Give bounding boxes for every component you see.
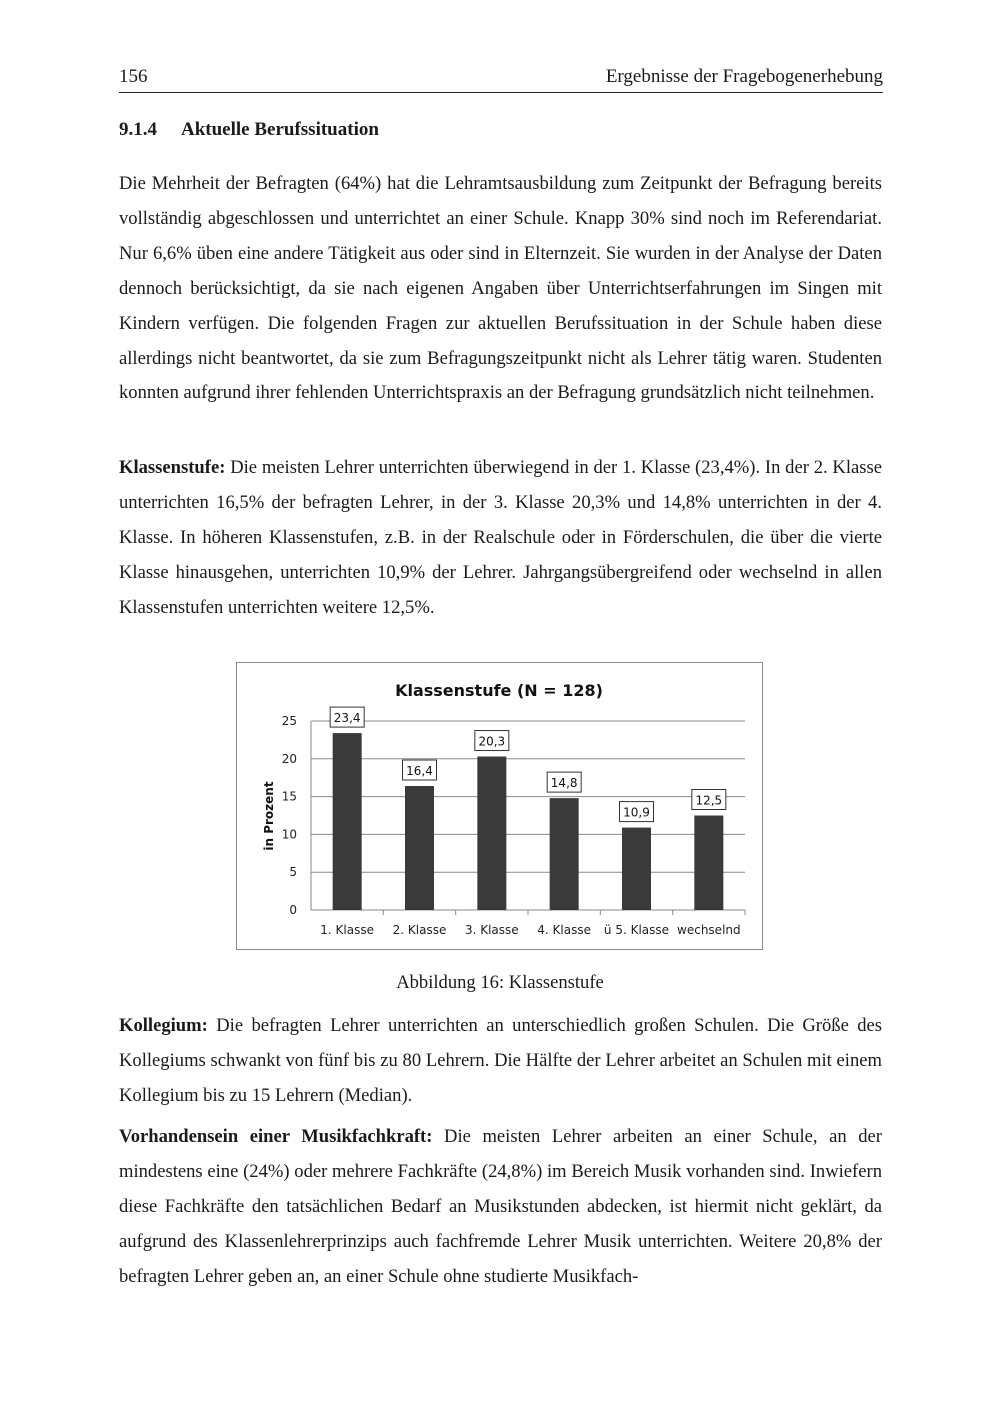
chart-title: Klassenstufe (N = 128) [395,681,603,700]
section-heading [119,119,379,141]
bar [694,816,723,911]
y-tick-label: 5 [289,865,297,880]
x-tick-label: 3. Klasse [464,923,519,937]
y-tick-label: 0 [289,903,297,917]
bar [477,757,506,910]
y-tick-label: 25 [281,714,297,728]
bar [405,786,434,910]
bar [550,798,579,910]
paragraph-berufssituation: Die Mehrheit der Befragten (64%) hat die Lehramtsausbildung zum Zeitpunkt der Befragung bereits vollständig abgeschlossen und unterrichtet an einer Schule. Knapp 30% sind noch im Referendariat. Nur 6,6% üben eine andere Tätigkeit aus oder sind in Elternzeit. Sie wurden in der Analyse der Daten dennoch berücksichtigt, da sie nach eigenen Angaben über Unterrichtserfahrungen im Singen mit Kindern verfügen. Die folgenden Fragen zur aktuellen Berufssituation in der Schule haben diese allerdings nicht beantwortet, da sie zum Befragungszeitpunkt nicht als Lehrer tätig waren. Studenten konnten aufgrund ihrer fehlenden Unterrichtspraxis an der Befragung grundsätzlich nicht teilnehmen. [119,173,882,404]
y-axis-label: in Prozent [262,781,276,851]
x-tick-label: wechselnd [677,923,741,937]
x-tick-label: 2. Klasse [392,923,447,937]
y-tick-label: 15 [281,789,297,804]
running-title: Ergebnisse der Fragebogenerhebung [605,66,883,87]
bar [333,733,362,910]
paragraph-body: Die meisten Lehrer unterrichten überwiegend in der 1. Klasse (23,4%). In der 2. Klasse unterrichten 16,5% der befragten Lehrer, in der 3. Klasse 20,3% und 14,8% unterrichten in der 4. Klasse. In höheren Klassenstufen, z.B. in der Realschule oder in Förderschulen, die über die vierte Klasse hinausgehen, unterrichten 10,9% der Lehrer. Jahrgangsübergreifend oder wechselnd in allen Klassenstufen unterrichten weitere 12,5%. [119,457,882,618]
paragraph-kollegium [119,1009,882,1114]
data-label: 12,5 [695,793,723,808]
paragraph-musikfachkraft [119,1120,882,1295]
paragraph-lead: Klassenstufe: [119,457,226,478]
x-tick-label: ü 5. Klasse [603,923,670,937]
page-number: 156 [119,66,148,87]
bar-chart [237,663,762,949]
paragraph-klassenstufe [119,451,882,626]
x-tick-label: 4. Klasse [537,923,592,937]
y-tick-label: 20 [281,751,297,766]
data-label: 20,3 [478,734,506,749]
x-tick-label: 1. Klasse [320,923,375,937]
figure-caption: Abbildung 16: Klassenstufe [396,972,604,993]
paragraph-body: Die befragten Lehrer unterrichten an unterschiedlich großen Schulen. Die Größe des Kollegiums schwankt von fünf bis zu 80 Lehrern. Die Hälfte der Lehrer arbeitet an Schulen mit einem Kollegium bis zu 15 Lehrern (Median). [119,1015,882,1106]
data-label: 14,8 [550,776,578,791]
paragraph-lead: Vorhandensein einer Musikfachkraft: [119,1126,433,1147]
data-label: 23,4 [333,711,361,726]
y-tick-label: 10 [281,827,297,842]
bar [622,828,651,910]
data-label: 16,4 [406,764,433,779]
paragraph-lead: Kollegium: [119,1015,208,1036]
section-number: 9.1.4 [119,119,157,140]
section-title: Aktuelle Berufssituation [181,119,379,140]
data-label: 10,9 [623,805,650,820]
paragraph-body: Die meisten Lehrer arbeiten an einer Schule, an der mindestens eine (24%) oder mehrere Fachkräfte (24,8%) im Bereich Musik vorhanden sind. Inwiefern diese Fachkräfte den tatsächlichen Bedarf an Musikstunden abdecken, ist hiermit nicht geklärt, da aufgrund des Klassenlehrerprinzips auch fachfremde Lehrer Musik unterrichten. Weitere 20,8% der befragten Lehrer geben an, an einer Schule ohne studierte Musikfach- [119,1126,882,1287]
chart-figure [236,662,763,950]
page-header [119,66,883,93]
